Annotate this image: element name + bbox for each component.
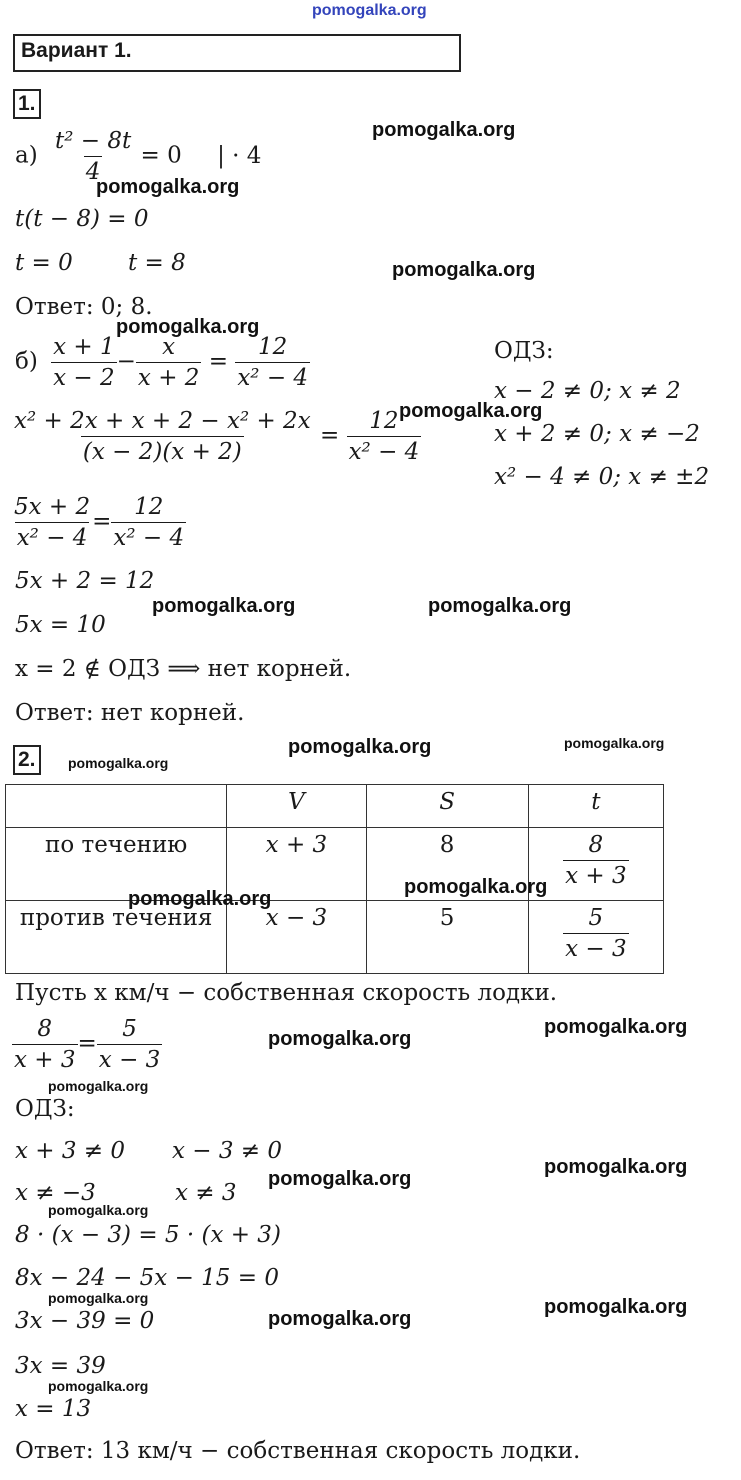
task1-a-rhs: = 0 xyxy=(140,142,182,169)
watermark[interactable]: pomogalka.org xyxy=(372,119,516,141)
task2-odz-title: ОДЗ: xyxy=(15,1096,75,1122)
task1-b-line3-num: 5x + 2 xyxy=(14,494,91,520)
table-row-t-frac xyxy=(563,905,629,962)
task1-a-line2: t(t − 8) = 0 xyxy=(15,206,149,232)
watermark-small[interactable]: pomogalka.org xyxy=(68,755,169,771)
table-row xyxy=(6,901,664,974)
task2-odz-2b: x ≠ 3 xyxy=(175,1180,237,1206)
task2-odz-2a: x ≠ −3 xyxy=(15,1180,96,1206)
task1-b-line3-rfrac xyxy=(111,494,186,551)
watermark[interactable]: pomogalka.org xyxy=(152,595,296,617)
task1-b-line4: 5x + 2 = 12 xyxy=(15,568,155,594)
task1-b-line2-den: (x − 2)(x + 2) xyxy=(81,436,244,465)
task2-eq-right xyxy=(97,1016,163,1073)
task1-b-line2-num: x² + 2x + x + 2 − x² + 2x xyxy=(14,408,311,434)
task1-a-answer: Ответ: 0; 8. xyxy=(15,294,153,320)
task1-b-line5: 5x = 10 xyxy=(15,612,106,638)
table-row-v: x + 3 xyxy=(227,828,366,901)
table-header-v: V xyxy=(227,785,366,828)
task1-b-frac2-den: x + 2 xyxy=(136,362,202,391)
task2-eq-left xyxy=(12,1016,78,1073)
task1-b-line3-frac xyxy=(12,494,92,551)
task1-a-root1: t = 0 xyxy=(15,250,73,276)
task1-b-eq: = xyxy=(208,348,229,375)
task1-a-root2: t = 8 xyxy=(128,250,186,276)
task1-b-minus: − xyxy=(116,348,136,375)
task1-b-frac1 xyxy=(51,334,117,391)
task1-b-frac3 xyxy=(235,334,310,391)
watermark[interactable]: pomogalka.org xyxy=(404,876,548,898)
watermark[interactable]: pomogalka.org xyxy=(268,1308,412,1330)
watermark[interactable]: pomogalka.org xyxy=(544,1156,688,1178)
task2-eq-sign: = xyxy=(77,1030,97,1057)
task2-odz-1b: x − 3 ≠ 0 xyxy=(172,1138,283,1164)
table-header-row xyxy=(6,785,664,828)
watermark[interactable]: pomogalka.org xyxy=(116,316,260,338)
watermark[interactable]: pomogalka.org xyxy=(544,1016,688,1038)
task2-line3: 3x − 39 = 0 xyxy=(15,1308,155,1334)
task1-b-line2-rnum: 12 xyxy=(369,408,399,434)
speed-table xyxy=(5,784,664,974)
task1-b-line3-eq: = xyxy=(92,508,112,535)
task1-b-frac1-den: x − 2 xyxy=(51,362,117,391)
table-header-s: S xyxy=(366,785,528,828)
table-row-t-num: 5 xyxy=(588,905,604,931)
table-row xyxy=(6,828,664,901)
task2-eq-left-den: x + 3 xyxy=(12,1044,78,1073)
task1-odz-3: x² − 4 ≠ 0; x ≠ ±2 xyxy=(494,464,710,490)
table-row-t-num: 8 xyxy=(588,832,604,858)
watermark[interactable]: pomogalka.org xyxy=(399,400,543,422)
task1-odz-2: x + 2 ≠ 0; x ≠ −2 xyxy=(494,421,700,447)
table-row-t-den: x + 3 xyxy=(563,860,629,889)
task1-a-den: 4 xyxy=(84,156,103,185)
task2-let-text: Пусть x км/ч − собственная скорость лодки. xyxy=(15,980,558,1006)
table-row-t xyxy=(528,828,663,901)
task1-b-frac3-num: 12 xyxy=(258,334,288,360)
task1-a-label: а) xyxy=(15,142,38,169)
watermark-small[interactable]: pomogalka.org xyxy=(48,1202,149,1218)
task2-eq-right-den: x − 3 xyxy=(97,1044,163,1073)
watermark-top[interactable]: pomogalka.org xyxy=(312,2,427,19)
table-header-t: t xyxy=(528,785,663,828)
table-row-s: 8 xyxy=(366,828,528,901)
task1-a-mult: | · 4 xyxy=(217,142,262,169)
watermark[interactable]: pomogalka.org xyxy=(128,888,272,910)
watermark-small[interactable]: pomogalka.org xyxy=(564,735,665,751)
task1-b-line2-rden: x² − 4 xyxy=(347,436,422,465)
watermark-small[interactable]: pomogalka.org xyxy=(48,1378,149,1394)
variant-header-box xyxy=(13,34,461,72)
task1-b-label: б) xyxy=(15,348,38,375)
task1-b-line3 xyxy=(12,494,186,551)
table-row-t-frac xyxy=(563,832,629,889)
table-row-t xyxy=(528,901,663,974)
task2-odz-1a: x + 3 ≠ 0 xyxy=(15,1138,126,1164)
watermark[interactable]: pomogalka.org xyxy=(392,259,536,281)
task1-b-equation xyxy=(15,334,310,391)
task1-b-line3-rnum: 12 xyxy=(134,494,164,520)
task1-b-line2-eq: = xyxy=(319,422,340,449)
watermark-small[interactable]: pomogalka.org xyxy=(48,1290,149,1306)
watermark[interactable]: pomogalka.org xyxy=(268,1168,412,1190)
task1-b-frac1-num: x + 1 xyxy=(53,334,115,360)
task1-odz-title: ОДЗ: xyxy=(494,338,554,364)
watermark-small[interactable]: pomogalka.org xyxy=(48,1078,149,1094)
watermark[interactable]: pomogalka.org xyxy=(268,1028,412,1050)
task1-b-line2-frac xyxy=(12,408,313,465)
table-header-empty xyxy=(6,785,227,828)
table-row-s: 5 xyxy=(366,901,528,974)
task2-answer: Ответ: 13 км/ч − собственная скорость лодки. xyxy=(15,1438,581,1464)
table-row-label: против течения xyxy=(6,901,227,974)
task2-equation xyxy=(12,1016,162,1073)
watermark[interactable]: pomogalka.org xyxy=(96,176,240,198)
watermark[interactable]: pomogalka.org xyxy=(428,595,572,617)
task2-line2: 8x − 24 − 5x − 15 = 0 xyxy=(15,1265,279,1291)
task2-eq-left-num: 8 xyxy=(37,1016,53,1042)
task1-b-line6: x = 2 ∉ ОДЗ ⟹ нет корней. xyxy=(15,656,352,682)
task2-number: 2. xyxy=(13,745,41,775)
task1-b-frac3-den: x² − 4 xyxy=(235,362,310,391)
task2-line5: x = 13 xyxy=(15,1396,92,1422)
task1-b-line2 xyxy=(12,408,421,465)
table-row-v: x − 3 xyxy=(227,901,366,974)
table-row-label: по течению xyxy=(6,828,227,901)
task1-a-num: t² − 8t xyxy=(55,128,132,154)
task2-line4: 3x = 39 xyxy=(15,1353,106,1379)
task2-eq-right-num: 5 xyxy=(122,1016,137,1042)
task1-b-frac2 xyxy=(136,334,202,391)
variant-title: Вариант 1. xyxy=(21,39,132,62)
task1-b-line3-rden: x² − 4 xyxy=(111,522,186,551)
task1-odz-1: x − 2 ≠ 0; x ≠ 2 xyxy=(494,378,681,404)
task1-b-frac2-num: x xyxy=(162,334,176,360)
task1-number: 1. xyxy=(13,89,41,119)
task1-b-line3-den: x² − 4 xyxy=(15,522,90,551)
task1-b-answer: Ответ: нет корней. xyxy=(15,700,245,726)
watermark[interactable]: pomogalka.org xyxy=(288,736,432,758)
watermark[interactable]: pomogalka.org xyxy=(544,1296,688,1318)
task2-line1: 8 · (x − 3) = 5 · (x + 3) xyxy=(15,1222,281,1248)
table-row-t-den: x − 3 xyxy=(563,933,629,962)
